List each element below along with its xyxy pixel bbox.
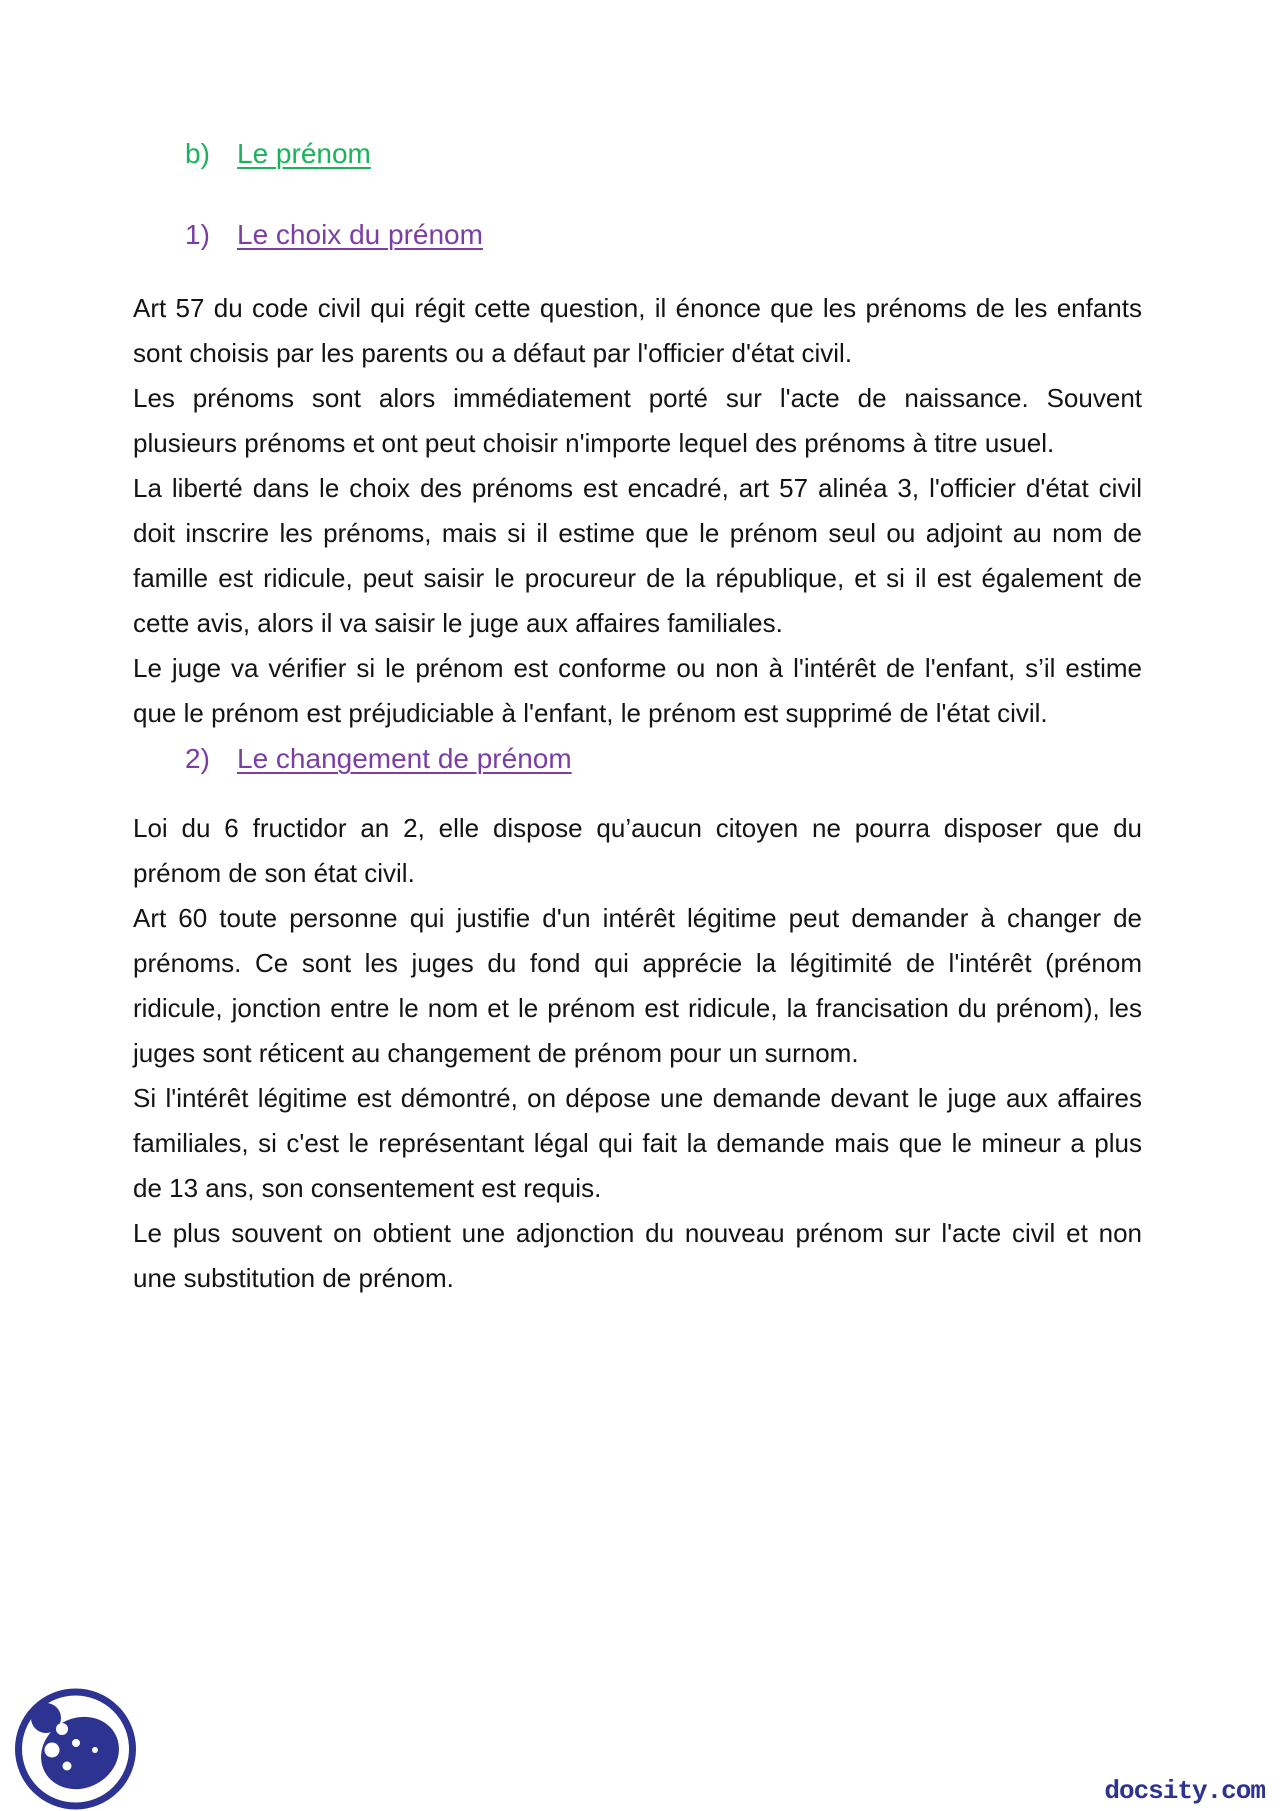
subsection-heading-2	[185, 736, 1142, 781]
section-heading-b-title: Le prénom	[237, 138, 371, 169]
docsity-watermark: docsity.com	[1104, 1776, 1265, 1806]
paragraph-art57: Art 57 du code civil qui régit cette question, il énonce que les prénoms de les enfants sont choisis par les parents ou a défaut par l'officier d'état civil.	[133, 293, 1142, 368]
subsection-heading-1-number: 1)	[185, 219, 210, 250]
paragraph-juge-verifie: Le juge va vérifier si le prénom est conforme ou non à l'intérêt de l'enfant, s’il estime que le prénom est préjudiciable à l'enfant, le prénom est supprimé de l'état civil.	[133, 653, 1142, 728]
subsection-heading-1-title: Le choix du prénom	[237, 219, 483, 250]
paragraph-acte-naissance: Les prénoms sont alors immédiatement porté sur l'acte de naissance. Souvent plusieurs prénoms et ont peut choisir n'importe lequel des prénoms à titre usuel.	[133, 383, 1142, 458]
paragraph-liberte-choix: La liberté dans le choix des prénoms est encadré, art 57 alinéa 3, l'officier d'état civil doit inscrire les prénoms, mais si il estime que le prénom seul ou adjoint au nom de famille est ridicule, peut saisir le procureur de la république, et si il est également de cette avis, alors il va saisir le juge aux affaires familiales.	[133, 473, 1142, 638]
docsity-logo-icon	[13, 1687, 138, 1811]
subsection-heading-2-number: 2)	[185, 743, 210, 774]
subsection-heading-1	[185, 212, 1142, 257]
document-content	[133, 0, 1142, 1301]
paragraph-adjonction: Le plus souvent on obtient une adjonction du nouveau prénom sur l'acte civil et non une substitution de prénom.	[133, 1218, 1142, 1293]
subsection-heading-2-title: Le changement de prénom	[237, 743, 572, 774]
section-heading-b-number: b)	[185, 138, 210, 169]
section-heading-b	[185, 131, 1142, 176]
paragraph-art60: Art 60 toute personne qui justifie d'un intérêt légitime peut demander à changer de prénoms. Ce sont les juges du fond qui apprécie la légitimité de l'intérêt (prénom ridicule, jonction entre le nom et le prénom est ridicule, la francisation du prénom), les juges sont réticent au changement de prénom pour un surnom.	[133, 903, 1142, 1068]
paragraph-interet-legitime: Si l'intérêt légitime est démontré, on dépose une demande devant le juge aux affaires familiales, si c'est le représentant légal qui fait la demande mais que le mineur a plus de 13 ans, son consentement est requis.	[133, 1083, 1142, 1203]
paragraph-loi-fructidor: Loi du 6 fructidor an 2, elle dispose qu’aucun citoyen ne pourra disposer que du prénom de son état civil.	[133, 813, 1142, 888]
